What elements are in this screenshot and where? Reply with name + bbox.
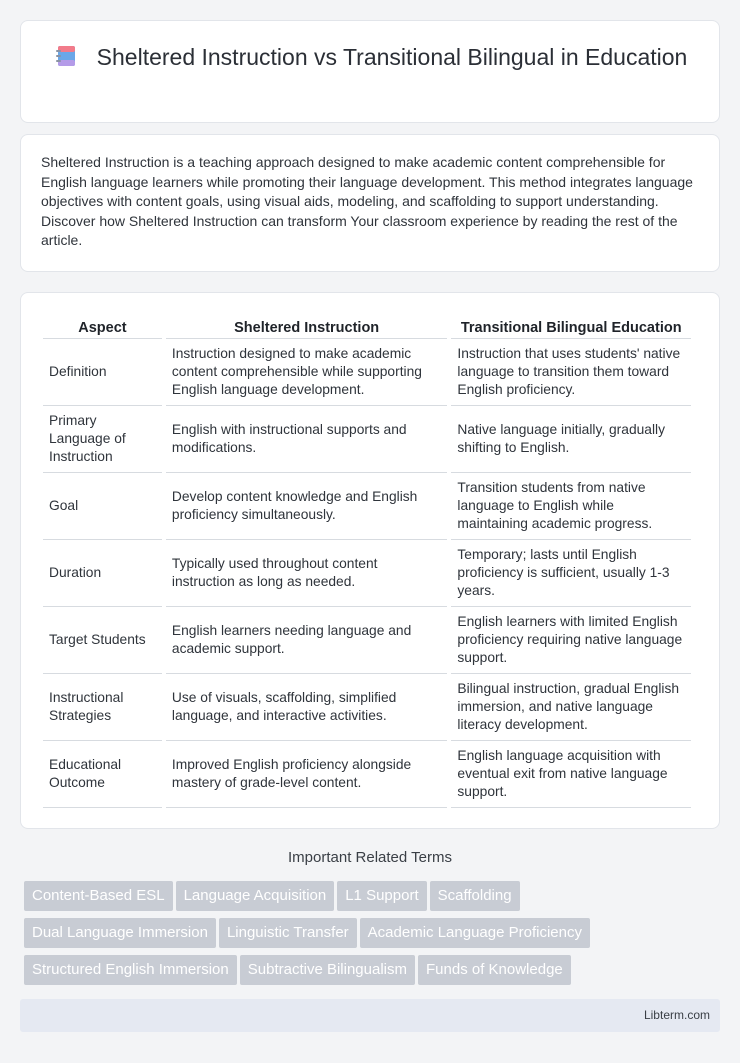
row-aspect: Primary Language of Instruction xyxy=(43,406,162,473)
row-aspect: Definition xyxy=(43,339,162,406)
table-row xyxy=(43,473,691,540)
row-aspect: Goal xyxy=(43,473,162,540)
related-terms-list xyxy=(24,881,724,992)
row-aspect: Instructional Strategies xyxy=(43,674,162,741)
row-aspect: Target Students xyxy=(43,607,162,674)
row-transitional: Bilingual instruction, gradual English immersion, and native language literacy development. xyxy=(451,674,691,741)
row-sheltered: English learners needing language and academic support. xyxy=(166,607,448,674)
row-sheltered: Improved English proficiency alongside mastery of grade-level content. xyxy=(166,741,448,808)
row-transitional: Temporary; lasts until English proficiency is sufficient, usually 1-3 years. xyxy=(451,540,691,607)
row-sheltered: Typically used throughout content instruction as long as needed. xyxy=(166,540,448,607)
header-transitional: Transitional Bilingual Education xyxy=(451,314,691,339)
header-sheltered: Sheltered Instruction xyxy=(166,314,448,339)
title-card xyxy=(20,20,720,123)
table-header-row xyxy=(43,314,691,339)
title-text: Sheltered Instruction vs Transitional Bilingual in Education xyxy=(96,44,688,70)
related-term-tag[interactable]: Content-Based ESL xyxy=(24,881,173,911)
row-transitional: Native language initially, gradually shifting to English. xyxy=(451,406,691,473)
row-transitional: English language acquisition with eventual exit from native language support. xyxy=(451,741,691,808)
table-row xyxy=(43,741,691,808)
footer-site-link[interactable]: Libterm.com xyxy=(643,1008,710,1022)
table-row xyxy=(43,674,691,741)
related-term-tag[interactable]: Funds of Knowledge xyxy=(418,955,571,985)
page-title xyxy=(21,43,719,72)
row-transitional: Transition students from native language to English while maintaining academic progress. xyxy=(451,473,691,540)
row-transitional: Instruction that uses students' native language to transition them toward English proficiency. xyxy=(451,339,691,406)
row-sheltered: Use of visuals, scaffolding, simplified language, and interactive activities. xyxy=(166,674,448,741)
table-row xyxy=(43,406,691,473)
intro-card xyxy=(20,134,720,272)
row-sheltered: Develop content knowledge and English proficiency simultaneously. xyxy=(166,473,448,540)
related-term-tag[interactable]: Language Acquisition xyxy=(176,881,335,911)
related-terms-heading: Important Related Terms xyxy=(288,849,452,866)
comparison-card xyxy=(20,292,720,829)
table-row xyxy=(43,540,691,607)
table-row xyxy=(43,339,691,406)
table-row xyxy=(43,607,691,674)
notebook-icon xyxy=(53,43,79,69)
row-sheltered: English with instructional supports and modifications. xyxy=(166,406,448,473)
row-transitional: English learners with limited English proficiency requiring native language support. xyxy=(451,607,691,674)
related-term-tag[interactable]: Academic Language Proficiency xyxy=(360,918,590,948)
related-term-tag[interactable]: Subtractive Bilingualism xyxy=(240,955,415,985)
related-term-tag[interactable]: Structured English Immersion xyxy=(24,955,237,985)
row-aspect: Educational Outcome xyxy=(43,741,162,808)
related-term-tag[interactable]: Dual Language Immersion xyxy=(24,918,216,948)
footer-bar xyxy=(20,999,720,1032)
comparison-table xyxy=(39,314,695,808)
related-term-tag[interactable]: L1 Support xyxy=(337,881,426,911)
related-term-tag[interactable]: Scaffolding xyxy=(430,881,520,911)
intro-paragraph: Sheltered Instruction is a teaching approach designed to make academic content comprehensible for English language learners while promoting their language development. This method integrates language objectives with content goals, using visual aids, modeling, and scaffolding to support understanding. Discover how Sheltered Instruction can transform Your classroom experience by reading the rest of the article. xyxy=(41,154,693,248)
header-aspect: Aspect xyxy=(43,314,162,339)
related-term-tag[interactable]: Linguistic Transfer xyxy=(219,918,357,948)
row-aspect: Duration xyxy=(43,540,162,607)
row-sheltered: Instruction designed to make academic content comprehensible while supporting English language development. xyxy=(166,339,448,406)
